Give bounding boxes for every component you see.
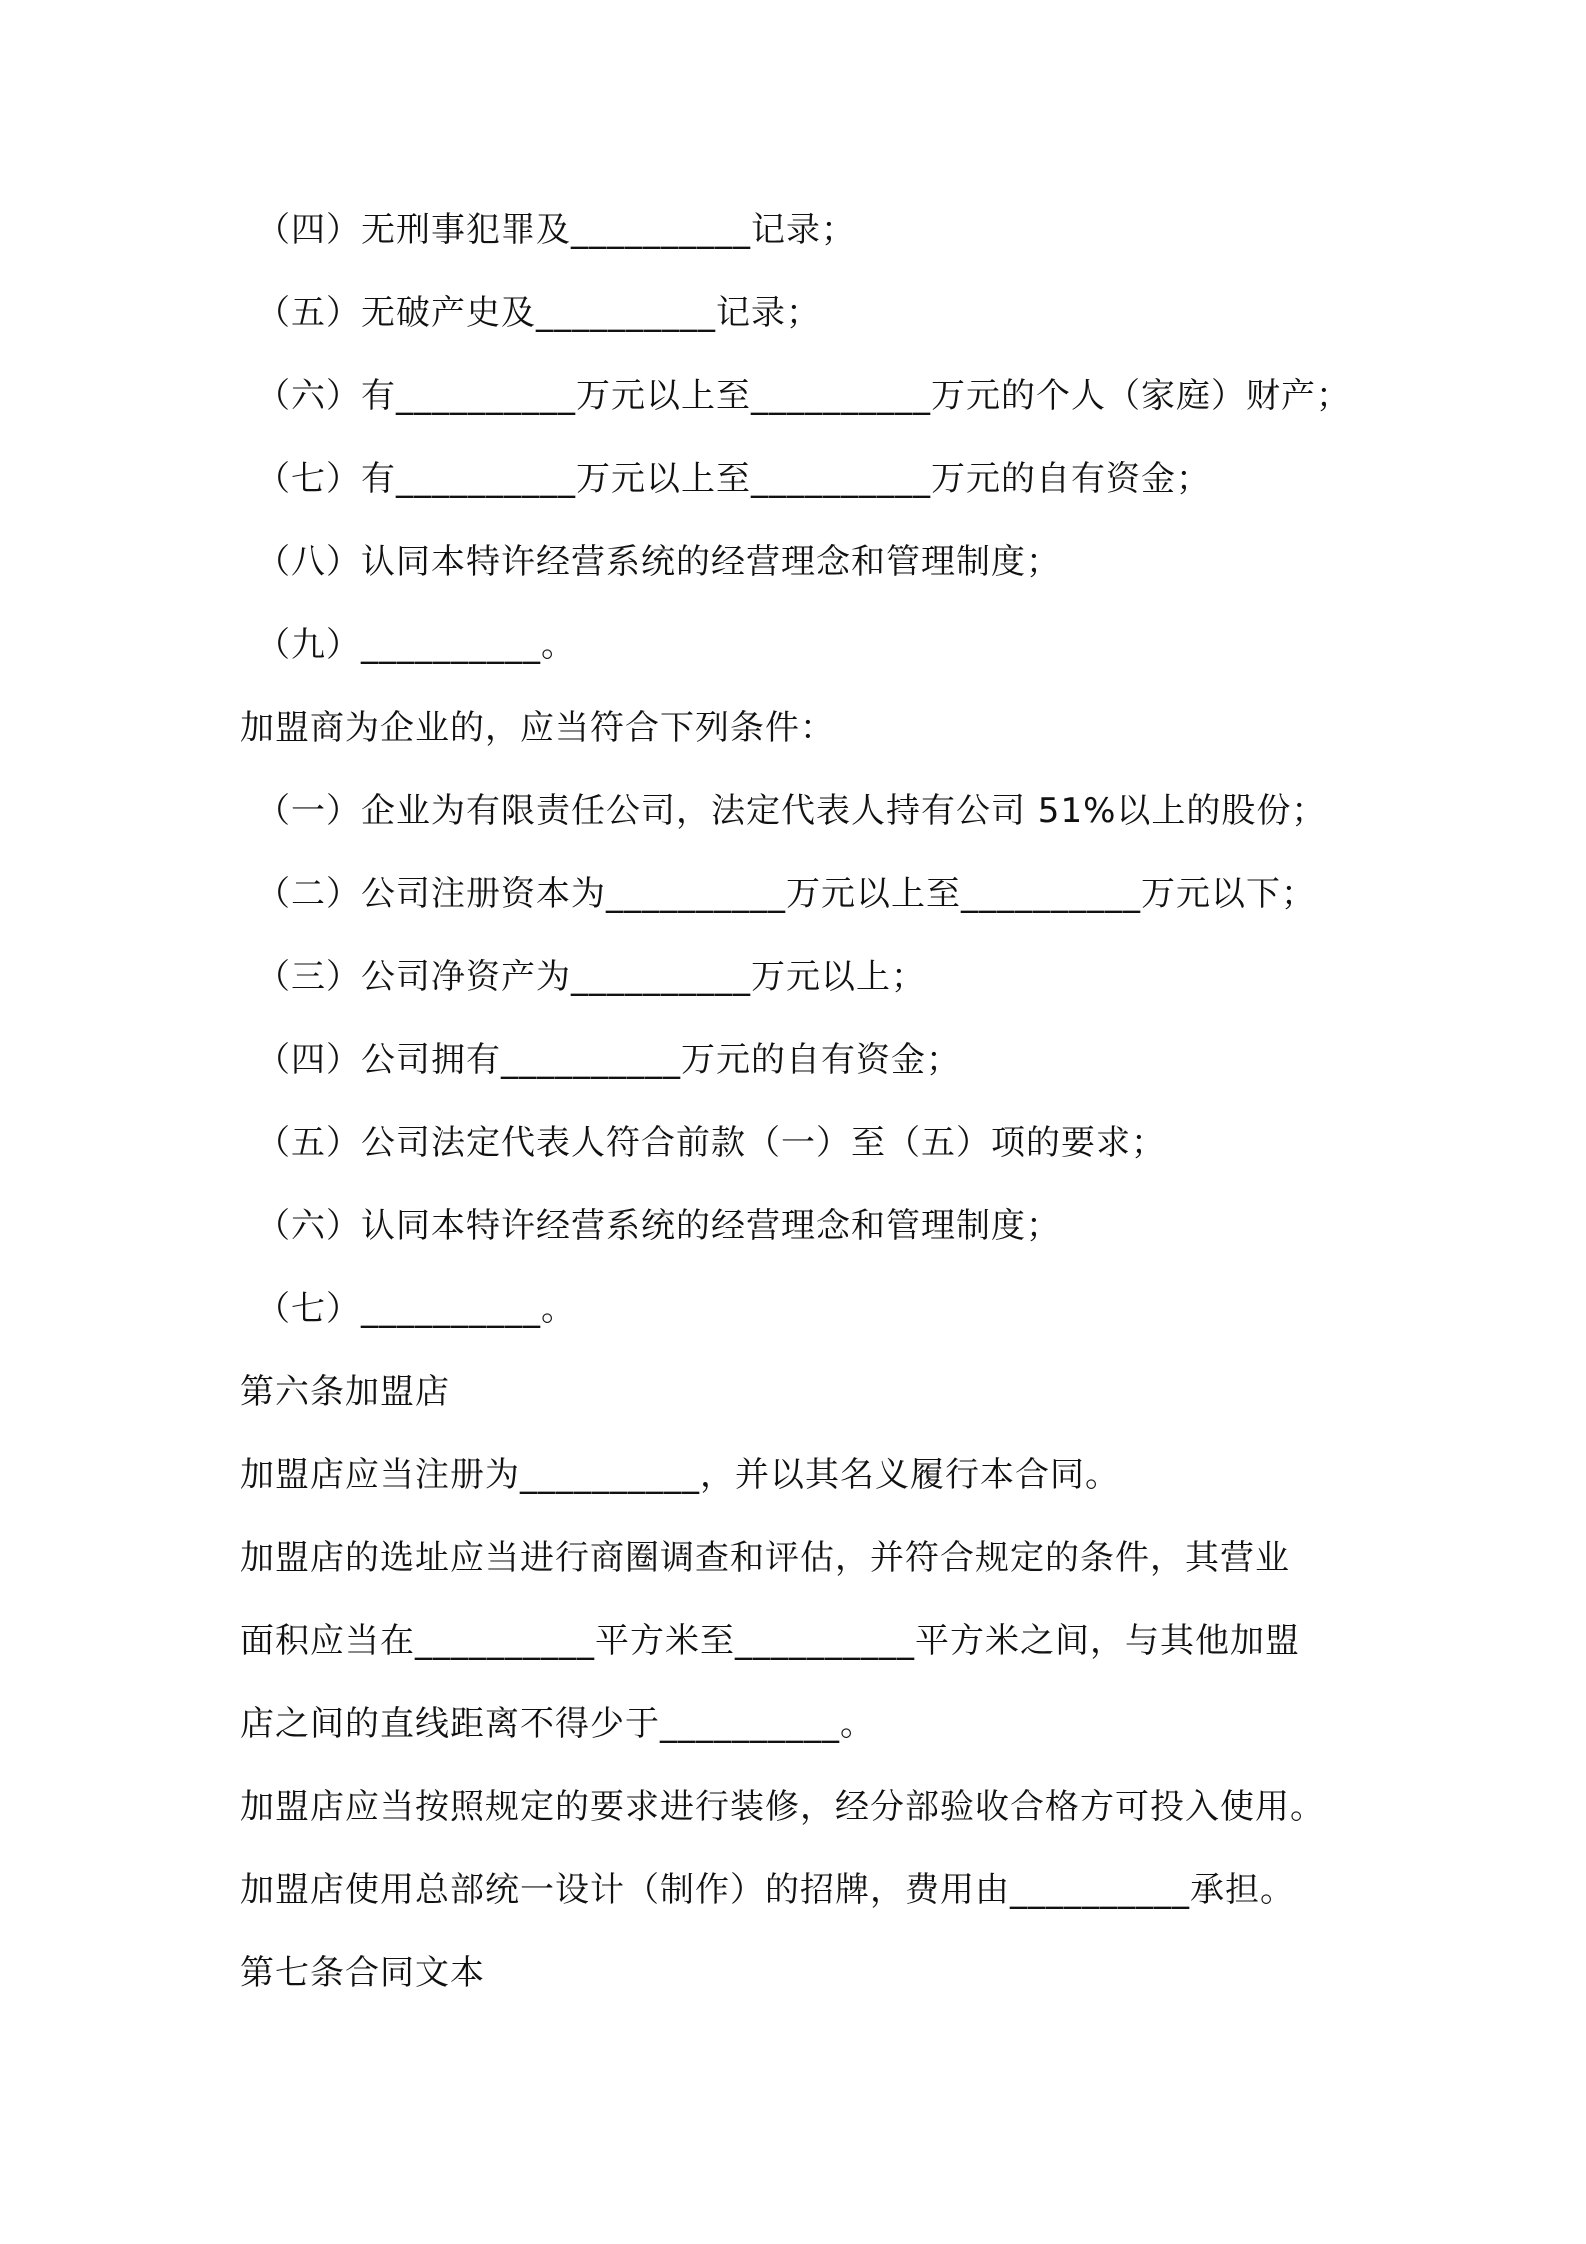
text-line: 店之间的直线距离不得少于__________。 <box>240 1704 875 1744</box>
section-heading: 第六条加盟店 <box>240 1372 450 1412</box>
text-line: （二）公司注册资本为__________万元以上至__________万元以下； <box>256 874 1316 914</box>
text-line: 加盟店应当注册为__________，并以其名义履行本合同。 <box>240 1455 1120 1495</box>
text-line: （四）公司拥有__________万元的自有资金； <box>256 1040 961 1080</box>
section-heading: 第七条合同文本 <box>240 1953 485 1993</box>
text-line: 加盟店应当按照规定的要求进行装修，经分部验收合格方可投入使用。 <box>240 1787 1325 1827</box>
text-line: （六）有__________万元以上至__________万元的个人（家庭）财产； <box>256 376 1351 416</box>
text-line: 加盟店使用总部统一设计（制作）的招牌，费用由__________承担。 <box>240 1870 1295 1910</box>
text-line: （七）有__________万元以上至__________万元的自有资金； <box>256 459 1211 499</box>
text-line: 面积应当在__________平方米至__________平方米之间，与其他加盟 <box>240 1621 1300 1661</box>
text-line: （四）无刑事犯罪及__________记录； <box>256 210 856 250</box>
text-line: （三）公司净资产为__________万元以上； <box>256 957 926 997</box>
text-line: （七）__________。 <box>256 1289 576 1329</box>
text-line: （五）无破产史及__________记录； <box>256 293 821 333</box>
text-line: （八）认同本特许经营系统的经营理念和管理制度； <box>256 542 1061 582</box>
text-line: （六）认同本特许经营系统的经营理念和管理制度； <box>256 1206 1061 1246</box>
text-line: （九）__________。 <box>256 625 576 665</box>
text-line: （一）企业为有限责任公司，法定代表人持有公司 51%以上的股份； <box>256 791 1327 831</box>
text-line: 加盟商为企业的，应当符合下列条件： <box>240 708 835 748</box>
text-line: （五）公司法定代表人符合前款（一）至（五）项的要求； <box>256 1123 1166 1163</box>
text-line: 加盟店的选址应当进行商圈调查和评估，并符合规定的条件，其营业 <box>240 1538 1290 1578</box>
